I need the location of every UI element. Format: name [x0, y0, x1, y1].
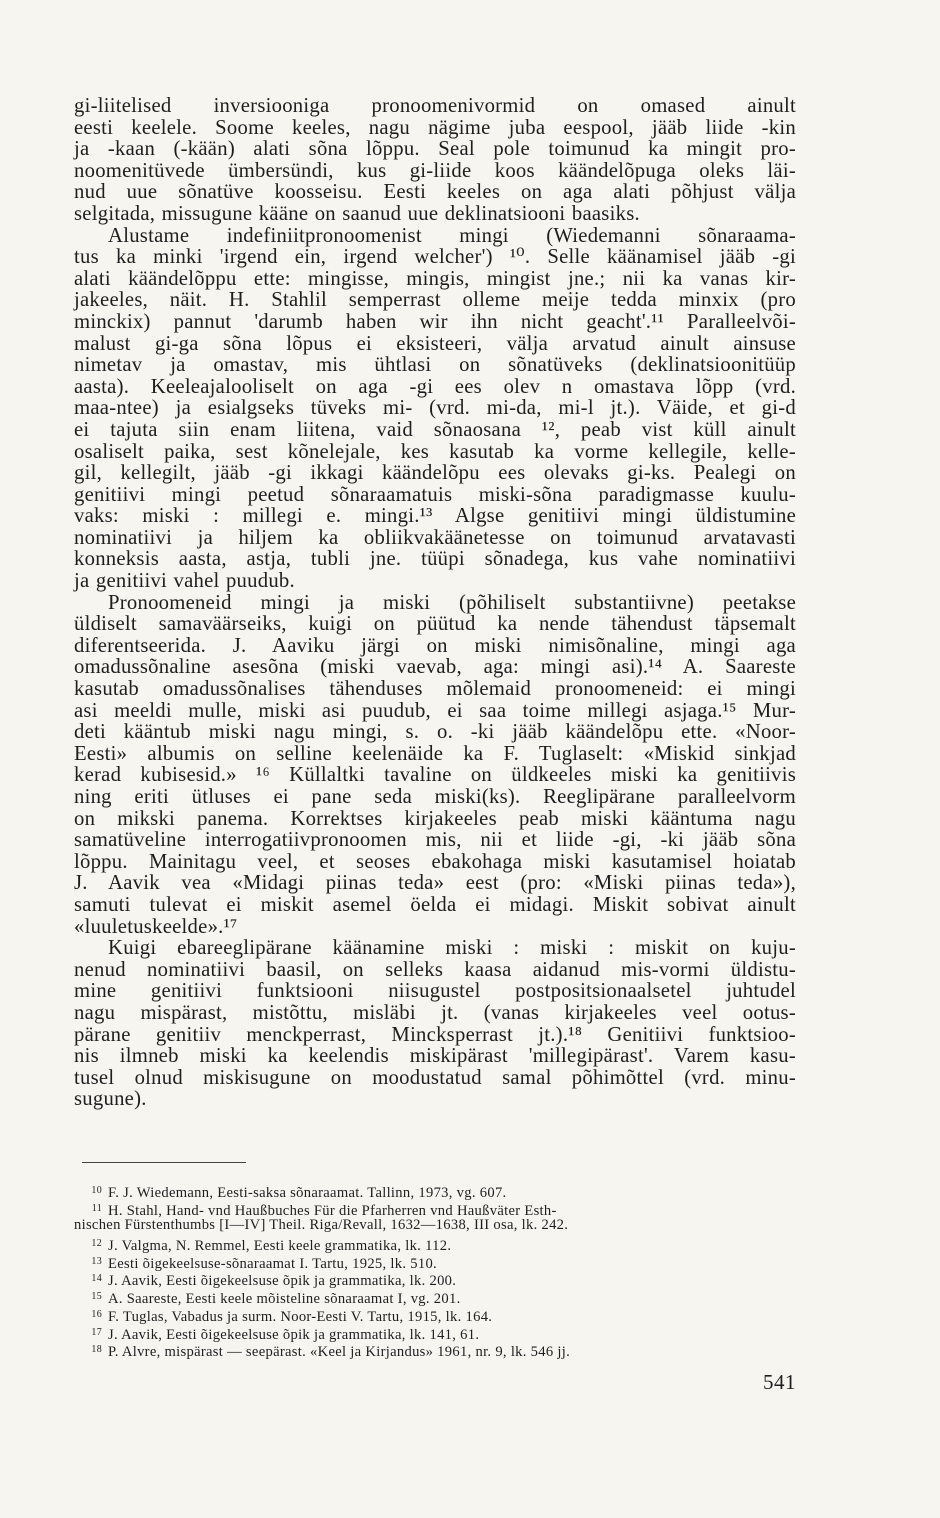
footnote-number: 11 [91, 1202, 102, 1214]
text-line: Kuigi ebareeglipärane käänamine miski : miski : miskit on kuju- [108, 937, 796, 960]
body-text [74, 96, 796, 1111]
footnote-number: 15 [91, 1291, 102, 1303]
footnote-text: F. Tuglas, Vabadus ja surm. Noor-Eesti V. Tartu, 1915, lk. 164. [108, 1308, 493, 1325]
text-line: üldiselt samaväärseiks, kuigi on püütud ka nende tähendust täpsemalt [74, 613, 796, 636]
footnote-number: 18 [91, 1344, 102, 1356]
text-line: konneksis aasta, astja, tubli jne. tüüpi sõnadega, kus vahe nominatiivi [74, 548, 796, 571]
footnote-text: J. Valgma, N. Remmel, Eesti keele grammatika, lk. 112. [108, 1238, 452, 1255]
text-line: malust gi-ga sõna lõpus ei eksisteeri, välja arvatud ainult ainsuse [74, 332, 796, 355]
footnote [74, 1200, 796, 1218]
footnote-number: 10 [91, 1185, 102, 1196]
footnote [74, 1288, 796, 1306]
text-line: nimetav ja omastav, mis ühtlasi on sõnatüveks (deklinatsioonitüüp [74, 354, 796, 377]
text-line: nominatiivi ja hiljem ka obliikvakäänetesse on toimunud arvatavasti [74, 526, 796, 549]
text-line: Pronoomeneid mingi ja miski (põhiliselt substantiivne) peetakse [108, 591, 796, 614]
text-line: nud uue sõnatüve koosseisu. Eesti keeles on aga alati põhjust välja [74, 181, 796, 204]
text-line: genitiivi mingi peetud sõnaraamatuis miski-sõna paradigmasse kuulu- [74, 483, 796, 506]
footnote-number: 12 [91, 1238, 102, 1250]
text-line: Eesti» albumis on selline keelenäide ka F. Tuglaselt: «Miskid sinkjad [74, 742, 796, 765]
text-line: kasutab omadussõnalises tähenduses mõlemaid pronoomeneid: ei mingi [74, 678, 796, 701]
footnotes [74, 1182, 796, 1359]
footnote-text: J. Aavik, Eesti õigekeelsuse õpik ja grammatika, lk. 141, 61. [108, 1326, 480, 1343]
text-line: vaks: miski : millegi e. mingi.¹³ Algse genitiivi mingi üldistumine [74, 505, 796, 528]
footnote-text: A. Saareste, Eesti keele mõisteline sõnaraamat I, vg. 201. [108, 1291, 461, 1308]
footnote-text: nischen Fürstenthumbs [I—IV] Theil. Riga/Revall, 1632—1638, III osa, lk. 242. [74, 1217, 569, 1234]
text-line: omadussõnaline asesõna (miski vaevab, aga: mingi asi).¹⁴ A. Saareste [74, 656, 796, 679]
footnote-text: H. Stahl, Hand- vnd Haußbuches Für die Pfarherren vnd Haußväter Esth- [108, 1202, 557, 1219]
text-line: gil, kellegilt, jääb -gi ikkagi käändelõpu ees olevaks gi-ks. Pealegi on [74, 462, 796, 485]
text-line: deti kääntub miski nagu mingi, s. o. -ki jääb käändelõpu ette. «Noor- [74, 721, 796, 744]
text-line: Alustame indefiniitpronoomenist mingi (Wiedemanni sõnaraama- [108, 224, 796, 247]
footnote-text: Eesti õigekeelsuse-sõnaraamat I. Tartu, 1925, lk. 510. [108, 1255, 437, 1272]
text-line: gi-liitelised inversiooniga pronoomenivormid on omased ainult [74, 95, 796, 117]
footnote-text: J. Aavik, Eesti õigekeelsuse õpik ja grammatika, lk. 200. [108, 1273, 457, 1290]
text-line: nis ilmneb miski ka keelendis miskipärast 'millegipärast'. Varem kasu- [74, 1045, 796, 1068]
text-line: osaliselt paika, sest kõnelejale, kes kasutab ka vorme kellegile, kelle- [74, 440, 796, 463]
text-line: jakeeles, näit. H. Stahlil semperrast olleme meije tedda minxix (pro [74, 289, 796, 312]
text-line: eesti keelele. Soome keeles, nagu nägime juba eespool, jääb liide -kin [74, 116, 796, 139]
footnote-number: 13 [91, 1255, 102, 1267]
footnote-number: 14 [91, 1273, 102, 1285]
text-line: noomenitüvede ümbersündi, kus gi-liide koos käändelõpuga oleks läi- [74, 159, 796, 182]
text-line: sugune). [74, 1088, 147, 1111]
footnote-text: P. Alvre, mispärast — seepärast. «Keel ja Kirjandus» 1961, nr. 9, lk. 546 jj. [108, 1344, 571, 1361]
footnote [74, 1324, 796, 1342]
text-line: aasta). Keeleajalooliselt on aga -gi ees olev n omastava lõpp (vrd. [74, 375, 796, 398]
text-line: mine genitiivi funktsiooni niisugustel postpositsionaalsetel juhtudel [74, 980, 796, 1003]
text-line: pärane genitiiv menckperrast, Mincksperrast jt.).¹⁸ Genitiivi funktsioo- [74, 1023, 796, 1046]
text-line: kerad kubisesid.» ¹⁶ Küllaltki tavaline on üldkeeles miski ka genitiivis [74, 764, 796, 787]
text-line: nenud nominatiivi baasil, on selleks kaasa aidanud mis-vormi üldistu- [74, 958, 796, 981]
text-line: alati käändelõppu ette: mingisse, mingis, mingist jne.; nii ka vanas kir- [74, 267, 796, 290]
footnote-text: F. J. Wiedemann, Eesti-saksa sõnaraamat. Tallinn, 1973, vg. 607. [108, 1185, 507, 1201]
text-line: minckix) pannut 'darumb haben wir ihn nicht geacht'.¹¹ Paralleelvõi- [74, 310, 796, 333]
footnote-number: 17 [91, 1326, 102, 1338]
text-line: ning eriti ütluses ei pane seda miski(ks). Reeglipärane paralleelvorm [74, 786, 796, 808]
text-line: ei tajuta siin enam liitena, vaid sõnaosana ¹², peab vist küll ainult [74, 418, 796, 441]
text-line: nagu mispärast, mistõttu, misläbi jt. (vanas kirjakeeles veel ootus- [74, 1001, 796, 1024]
text-line: ja genitiivi vahel puudub. [74, 570, 295, 593]
footnote [74, 1306, 796, 1324]
text-line: «luuletuskeelde».¹⁷ [74, 915, 238, 938]
text-line: selgitada, missugune kääne on saanud uue deklinatsiooni baasiks. [74, 202, 640, 225]
text-line: samatüveline interrogatiivpronoomen mis, nii et liide -gi, -ki jääb sõna [74, 829, 796, 852]
text-line: tusel olnud miskisugune on moodustatud samal põhimõttel (vrd. minu- [74, 1066, 796, 1089]
text-line: diferentseerida. J. Aaviku järgi on miski nimisõnaline, mingi aga [74, 634, 796, 657]
text-line: on mikski panema. Korrektses kirjakeeles peab miski kääntuma nagu [74, 807, 796, 830]
footnote-number: 16 [91, 1308, 102, 1320]
footnote [74, 1270, 796, 1288]
text-line: lõppu. Mainitagu veel, et seoses ebakohaga miski kasutamisel hoiatab [74, 850, 796, 873]
text-line: tus ka minki 'irgend ein, irgend welcher') ¹⁰. Selle käänamisel jääb -gi [74, 246, 796, 269]
page-number: 541 [763, 1370, 796, 1394]
text-line: ja -kaan (-kään) alati sõna lõppu. Seal pole toimunud ka mingit pro- [74, 138, 796, 161]
footnote [74, 1182, 796, 1200]
text-line: samuti tulevat ei miskit asemel öelda ei midagi. Miskit sobivat ainult [74, 893, 796, 916]
footnote [74, 1235, 796, 1253]
footnote-continuation [74, 1217, 796, 1235]
footnote-rule [82, 1162, 246, 1163]
text-line: maa-ntee) ja esialgseks tüveks mi- (vrd. mi-da, mi-l jt.). Väide, et gi-d [74, 397, 796, 420]
text-line: J. Aavik vea «Midagi piinas teda» eest (pro: «Miski piinas teda»), [74, 872, 796, 895]
footnote [74, 1253, 796, 1271]
text-line: asi meeldi mulle, miski asi puudub, ei saa toime millegi asjaga.¹⁵ Mur- [74, 699, 796, 722]
footnote [74, 1341, 796, 1359]
